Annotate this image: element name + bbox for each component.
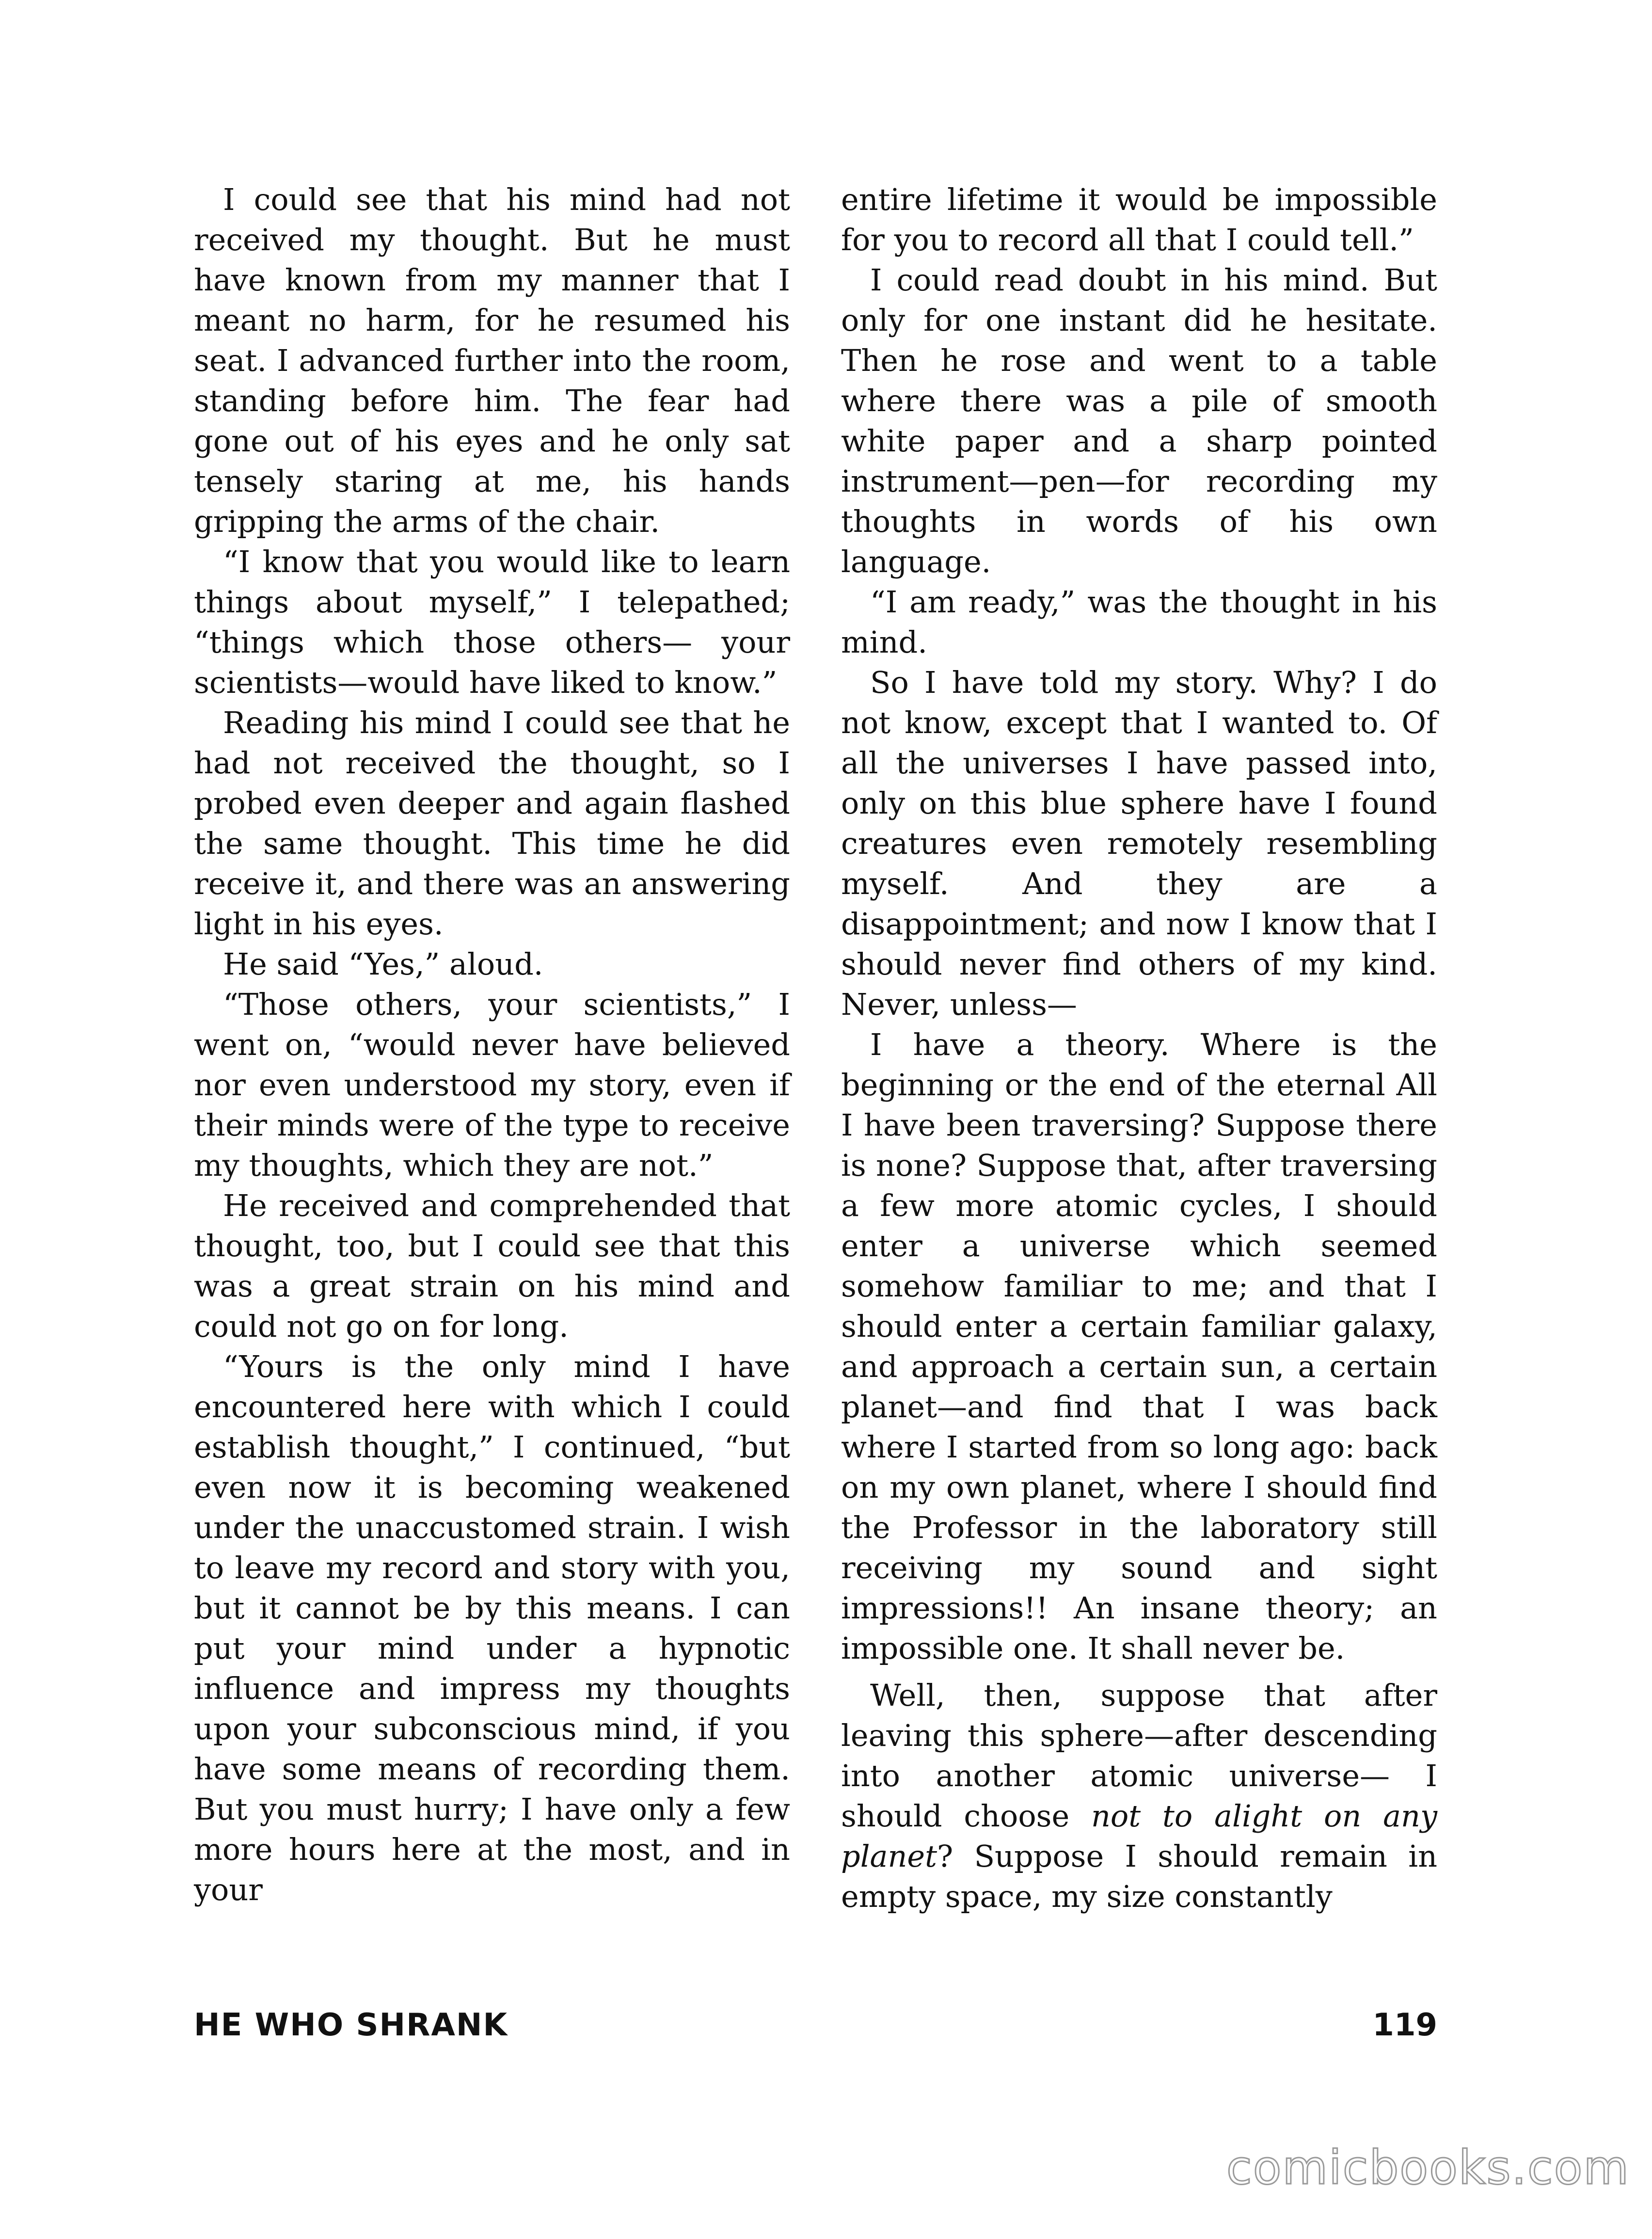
paragraph: “Those others, your scientists,” I went on, “would never have believed nor even understood my story, even if their minds were of the type to receive my thoughts, which they are not.” [194, 987, 790, 1183]
paragraph: I could read doubt in his mind. But only for one instant did he hesitate. Then he rose and went to a table where there was a pile of smooth white paper and a sharp pointed instrument—pen—for recording my thoughts in words of his own language. [841, 262, 1437, 579]
paragraph-text: Well, then, suppose that after leaving this sphere—after descending into another atomic universe— I should choose [841, 1678, 1437, 1834]
watermark-logo: comicbooks.com [1226, 2141, 1630, 2195]
paragraph: “I am ready,” was the thought in his mind. [841, 584, 1437, 660]
paragraph: I could see that his mind had not received my thought. But he must have known from my manner that I meant no harm, for he resumed his seat. I advanced further into the room, standing before him. The fear had gone out of his eyes and he only sat tensely staring at me, his hands gripping the arms of the chair. [194, 182, 790, 539]
paragraph: “Yours is the only mind I have encountered here with which I could establish thought,” I continued, “but even now it is becoming weakened under the unaccustomed strain. I wish to leave my record and story with you, but it cannot be by this means. I can put your mind under a hypnotic influence and impress my thoughts upon your subconscious mind, if you have some means of recording them. But you must hurry; I have only a few more hours here at the most, and in your [194, 1349, 790, 1907]
page-number: 119 [1372, 2007, 1437, 2043]
paragraph: “I know that you would like to learn things about myself,” I telepathed; “things which those others— your scientists—would have liked to know.” [194, 544, 790, 700]
left-text-column [194, 179, 790, 1910]
paragraph: Reading his mind I could see that he had not received the thought, so I probed even deeper and again flashed the same thought. This time he did receive it, and there was an answering light in his eyes. [194, 705, 790, 942]
right-text-column [841, 179, 1437, 1917]
paragraph: So I have told my story. Why? I do not know, except that I wanted to. Of all the universes I have passed into, only on this blue sphere have I found creatures even remotely resembling myself. And they are a disappointment; and now I know that I should never find others of my kind. Never, unless— [841, 665, 1437, 1022]
italic-text: not to alight on any planet [841, 1798, 1437, 1874]
running-title: HE WHO SHRANK [194, 2007, 508, 2043]
paragraph: He received and comprehended that thought, too, but I could see that this was a great strain on his mind and could not go on for long. [194, 1188, 790, 1344]
paragraph: I have a theory. Where is the beginning or the end of the eternal All I have been traversing? Suppose there is none? Suppose that, after traversing a few more atomic cycles, I should enter a universe which seemed somehow familiar to me; and that I should enter a certain familiar galaxy, and approach a certain sun, a certain planet—and find that I was back where I started from so long ago: back on my own planet, where I should find the Professor in the laboratory still receiving my sound and sight impressions!! An insane theory; an impossible one. It shall never be. [841, 1027, 1437, 1666]
paragraph-text: ? Suppose I should remain in empty space, my size constantly [841, 1839, 1437, 1914]
paragraph: entire lifetime it would be impossible for you to record all that I could tell.” [841, 182, 1437, 257]
paragraph: He said “Yes,” aloud. [223, 946, 543, 982]
paragraph [841, 1675, 1437, 1917]
